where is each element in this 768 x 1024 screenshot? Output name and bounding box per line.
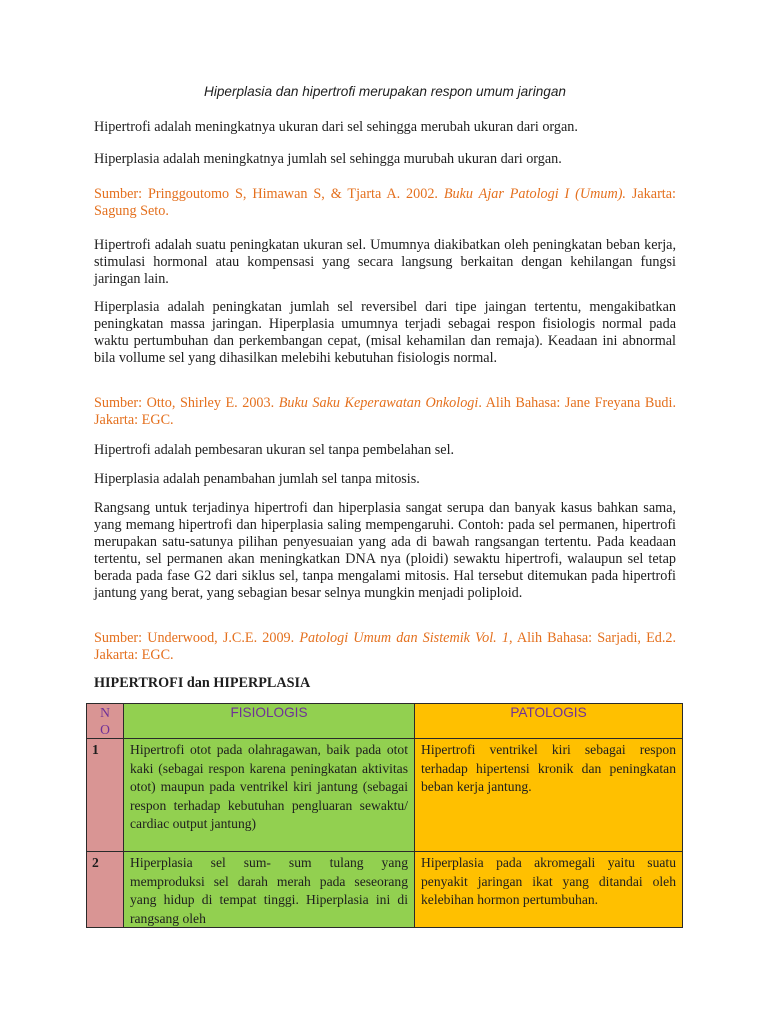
header-fisiologis: FISIOLOGIS: [124, 704, 415, 739]
row-number: 1: [87, 739, 124, 852]
paragraph-hipertrofi-def-1: Hipertrofi adalah meningkatnya ukuran dari sel sehingga merubah ukuran dari organ.: [94, 119, 578, 135]
paragraph-hiperplasia-def-2: Hiperplasia adalah peningkatan jumlah sel reversibel dari tipe jaingan tertentu, mengakibatkan peningkatan massa jaringan. Hiperplasia umumnya terjadi sebagai respon fisiologis normal pada waktu pertumbuhan dan perkembangan cepat, (misal kehamilan dan remaja). Keadaan ini abnormal bila vollume sel yang dihasilkan melebihi kebutuhan fisiologis normal.: [94, 299, 676, 366]
table-row: [87, 739, 683, 852]
document-title: Hiperplasia dan hipertrofi merupakan respon umum jaringan: [204, 84, 566, 99]
paragraph-hipertrofi-def-2: Hipertrofi adalah suatu peningkatan ukuran sel. Umumnya diakibatkan oleh peningkatan beban kerja, stimulasi hormonal atau kompensasi yang secara langsung berkaitan dengan kehilangan fungsi jaringan lain.: [94, 237, 676, 287]
paragraph-hiperplasia-def-1: Hiperplasia adalah meningkatnya jumlah sel sehingga murubah ukuran dari organ.: [94, 151, 562, 167]
header-no: N O: [87, 704, 124, 739]
table-heading: HIPERTROFI dan HIPERPLASIA: [94, 675, 311, 691]
row-fisiologis-cell: Hipertrofi otot pada olahragawan, baik pada otot kaki (sebagai respon karena peningkatan aktivitas otot) maupun pada ventrikel kiri jantung (sebagai respon terhadap kebutuhan pengluaran sewaktu/ cardiac output jantung): [124, 739, 415, 852]
paragraph-hipertrofi-def-3: Hipertrofi adalah pembesaran ukuran sel tanpa pembelahan sel.: [94, 442, 455, 458]
row-patologis-cell: Hiperplasia pada akromegali yaitu suatu penyakit jaringan ikat yang ditandai oleh kelebihan hormon pertumbuhan.: [415, 852, 683, 928]
comparison-table: [86, 703, 683, 928]
table-row: [87, 852, 683, 928]
paragraph-rangsang: Rangsang untuk terjadinya hipertrofi dan hiperplasia sangat serupa dan banyak kasus bahkan sama, yang memang hipertrofi dan hiperplasia saling mempengaruhi. Contoh: pada sel permanen, hipertrofi merupakan satu-satunya pilihan penyesuaian yang ada di bawah rangsangan tertentu. Pada keadaan tertentu, sel permanen akan meningkatkan DNA nya (ploidi) sewaktu hipertrofi, walaupun sel tetap berada pada fase G2 dari siklus sel, tanpa mengalami mitosis. Hal tersebut ditemukan pada hipertrofi jantung yang berat, yang sebagian besar selnya mungkin menjadi poliploid.: [94, 500, 676, 601]
source-citation-2: Sumber: Otto, Shirley E. 2003. Buku Saku Keperawatan Onkologi. Alih Bahasa: Jane Freyana Budi. Jakarta: EGC.: [94, 395, 676, 428]
table-header-row: [87, 704, 683, 739]
row-fisiologis-cell: Hiperplasia sel sum- sum tulang yang memproduksi sel darah merah pada seseorang yang hidup di tempat tinggi. Hiperplasia ini di rangsang oleh: [124, 852, 415, 928]
source-citation-1: Sumber: Pringgoutomo S, Himawan S, & Tjarta A. 2002. Buku Ajar Patologi I (Umum). Jakarta: Sagung Seto.: [94, 186, 676, 219]
row-patologis-cell: Hipertrofi ventrikel kiri sebagai respon terhadap hipertensi kronik dan peningkatan beban kerja jantung.: [415, 739, 683, 852]
paragraph-hiperplasia-def-3: Hiperplasia adalah penambahan jumlah sel tanpa mitosis.: [94, 471, 420, 487]
row-number: 2: [87, 852, 124, 928]
header-patologis: PATOLOGIS: [415, 704, 683, 739]
source-citation-3: Sumber: Underwood, J.C.E. 2009. Patologi Umum dan Sistemik Vol. 1, Alih Bahasa: Sarjadi, Ed.2. Jakarta: EGC.: [94, 630, 677, 663]
